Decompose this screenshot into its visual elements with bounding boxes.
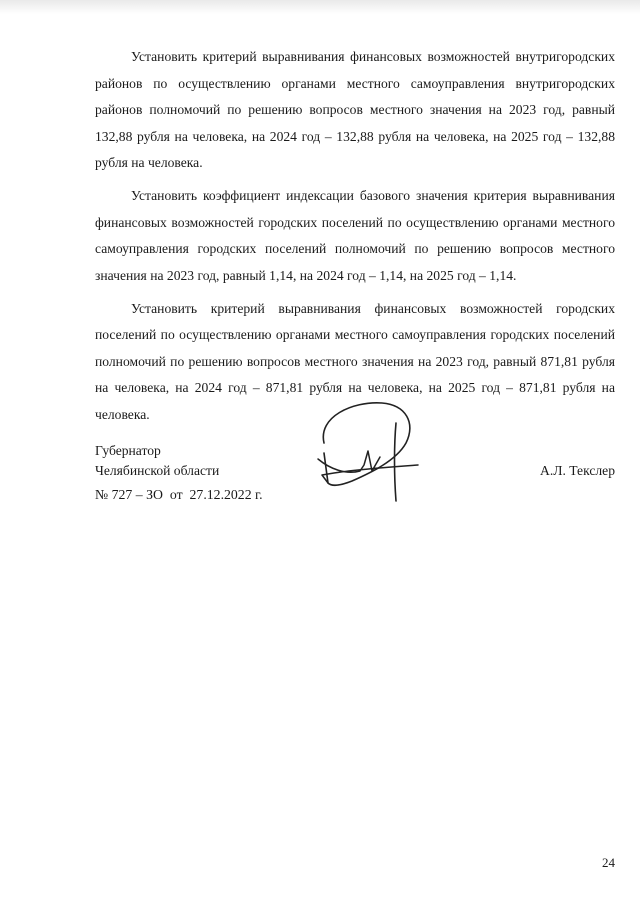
law-number-date: № 727 – ЗО от 27.12.2022 г.	[95, 487, 263, 502]
paragraph-indexation-coefficient: Установить коэффициент индексации базового значения критерия выравнивания финансовых возможностей городских поселений по осуществлению органами местного самоуправления городских поселений полномочий по решению вопросов местного значения на 2023 год, равный 1,14, на 2024 год – 1,14, на 2025 год – 1,14.	[95, 188, 615, 283]
paragraph-urban-districts-criterion: Установить критерий выравнивания финансовых возможностей внутригородских районов по осуществлению органами местного самоуправления внутригородских районов полномочий по решению вопросов местного значения на 2023 год, равный 132,88 рубля на человека, на 2024 год – 132,88 рубля на человека, на 2025 год – 132,88 рубля на человека.	[95, 49, 615, 170]
signatory-name: А.Л. Текслер	[540, 463, 615, 478]
signatory-title-line1: Губернатор	[95, 443, 161, 458]
page-number: 24	[602, 855, 615, 870]
paragraph-urban-settlements-criterion: Установить критерий выравнивания финансовых возможностей городских поселений по осуществлению органами местного самоуправления городских поселений полномочий по решению вопросов местного значения на 2023 год, равный 871,81 рубля на человека, на 2024 год – 871,81 рубля на человека, на 2025 год – 871,81 рубля на человека.	[95, 300, 615, 422]
signatory-title-line2: Челябинской области	[95, 463, 220, 478]
document-body	[95, 44, 615, 435]
scan-edge-shadow	[0, 0, 640, 14]
handwritten-signature	[310, 395, 425, 505]
